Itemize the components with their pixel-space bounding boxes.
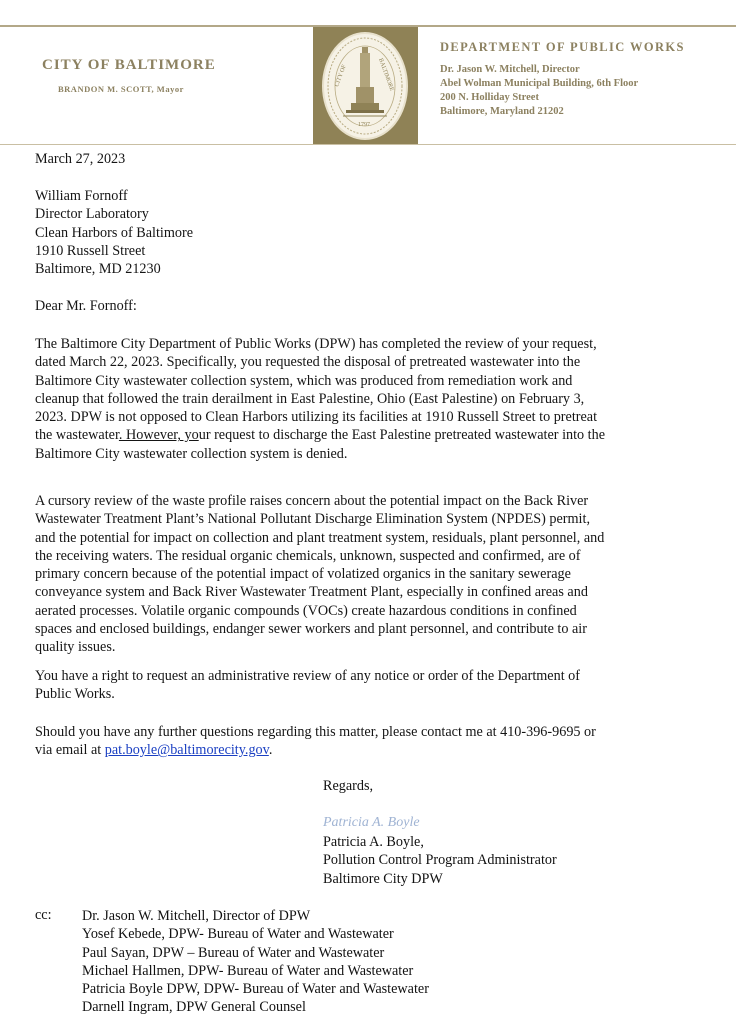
recipient-street: 1910 Russell Street bbox=[35, 242, 146, 259]
line-text: the wastewater bbox=[35, 427, 119, 444]
signer-name: Patricia A. Boyle, bbox=[323, 834, 424, 850]
paragraph-line: Baltimore City wastewater collection system, which was produced from remediation work and bbox=[35, 372, 573, 389]
paragraph-line: quality issues. bbox=[35, 639, 116, 656]
seal-text-right: BALTIMORE bbox=[377, 57, 395, 93]
mayor-name: BRANDON M. SCOTT, Mayor bbox=[58, 84, 184, 94]
city-seal bbox=[313, 27, 418, 144]
cc-item: Paul Sayan, DPW – Bureau of Water and Wastewater bbox=[82, 944, 385, 961]
cc-item: Michael Hallmen, DPW- Bureau of Water and Wastewater bbox=[82, 962, 414, 979]
recipient-address bbox=[35, 187, 193, 278]
recipient-name: William Fornoff bbox=[35, 188, 128, 204]
paragraph-line: You have a right to request an administrative review of any notice or order of the Department of bbox=[35, 668, 580, 684]
paragraph-line: The Baltimore City Department of Public Works (DPW) has completed the review of your request, bbox=[35, 336, 597, 352]
cc-list bbox=[82, 907, 429, 1017]
line-text: ur request to discharge the East Palestine pretreated wastewater into the bbox=[198, 427, 606, 444]
letterhead-bottom-rule bbox=[0, 144, 736, 145]
cc-item: Dr. Jason W. Mitchell, Director of DPW bbox=[82, 908, 311, 924]
recipient-city: Baltimore, MD 21230 bbox=[35, 261, 161, 278]
building-line: Abel Wolman Municipal Building, 6th Floor bbox=[440, 78, 639, 89]
street-line: 200 N. Holliday Street bbox=[440, 92, 539, 103]
recipient-title: Director Laboratory bbox=[35, 206, 149, 223]
paragraph-line: Public Works. bbox=[35, 686, 115, 703]
paragraph-contact bbox=[35, 723, 725, 760]
paragraph-line: Should you have any further questions regarding this matter, please contact me at 410-396-9695 or bbox=[35, 724, 596, 740]
underlined-text: . However, yo bbox=[118, 427, 199, 444]
city-line: Baltimore, Maryland 21202 bbox=[440, 106, 564, 117]
seal-year: 1797 bbox=[358, 122, 370, 128]
paragraph-line: aerated processes. Volatile organic compounds (VOCs) create hazardous conditions in confined bbox=[35, 602, 577, 619]
recipient-company: Clean Harbors of Baltimore bbox=[35, 224, 193, 241]
department-info bbox=[440, 63, 638, 119]
paragraph-line bbox=[35, 426, 725, 444]
department-name: DEPARTMENT OF PUBLIC WORKS bbox=[440, 40, 685, 54]
signature: Patricia A. Boyle bbox=[323, 815, 420, 830]
paragraph-line: cleanup that followed the train derailment in East Palestine, Ohio (East Palestine) on February 3, bbox=[35, 390, 585, 407]
cc-item: Yosef Kebede, DPW- Bureau of Water and Wastewater bbox=[82, 926, 394, 943]
paragraph-request-review bbox=[35, 335, 725, 463]
signature-block bbox=[323, 833, 557, 888]
city-seal-icon bbox=[313, 27, 418, 144]
paragraph-line: A cursory review of the waste profile raises concern about the potential impact on the Back River bbox=[35, 493, 589, 509]
closing: Regards, bbox=[323, 778, 374, 794]
paragraph-line: Baltimore City wastewater collection system is denied. bbox=[35, 445, 348, 462]
paragraph-concerns bbox=[35, 492, 725, 657]
paragraph-line: conveyance system and Back River Wastewater Treatment Plant, especially in confined areas and bbox=[35, 584, 588, 601]
line-text: . bbox=[268, 742, 273, 759]
cc-item: Patricia Boyle DPW, DPW- Bureau of Water and Wastewater bbox=[82, 981, 429, 998]
paragraph-line bbox=[35, 741, 725, 759]
paragraph-line: the receiving waters. The residual organic chemicals, unknown, suspected and confirmed, are of bbox=[35, 547, 581, 564]
paragraph-line: dated March 22, 2023. Specifically, you requested the disposal of pretreated wastewater into the bbox=[35, 354, 581, 371]
paragraph-line: and the potential for impact on collection and plant treatment system, residuals, plant personnel, and bbox=[35, 529, 605, 546]
email-link[interactable]: pat.boyle@baltimorecity.gov bbox=[104, 742, 269, 759]
paragraph-line: Wastewater Treatment Plant’s National Pollutant Discharge Elimination System (NPDES) permit, bbox=[35, 511, 590, 528]
signer-organization: Baltimore City DPW bbox=[323, 870, 443, 887]
paragraph-line: 2023. DPW is not opposed to Clean Harbors utilizing its facilities at 1910 Russell Street to pretreat bbox=[35, 409, 598, 426]
director-line: Dr. Jason W. Mitchell, Director bbox=[440, 64, 580, 75]
cc-item: Darnell Ingram, DPW General Counsel bbox=[82, 999, 306, 1016]
paragraph-review-rights bbox=[35, 667, 725, 704]
city-name: CITY OF BALTIMORE bbox=[42, 57, 216, 73]
salutation: Dear Mr. Fornoff: bbox=[35, 298, 137, 314]
paragraph-line: spaces and enclosed buildings, endanger sewer workers and plant personnel, and contribute to air bbox=[35, 621, 587, 638]
letterhead bbox=[0, 25, 736, 145]
letter-date: March 27, 2023 bbox=[35, 151, 126, 167]
paragraph-line: primary concern because of the potential impact of volatized organics in the sanitary sewerage bbox=[35, 566, 571, 583]
seal-text-left: CITY OF bbox=[334, 64, 348, 88]
cc-label: cc: bbox=[35, 907, 52, 923]
signer-title: Pollution Control Program Administrator bbox=[323, 852, 557, 869]
line-text: via email at bbox=[35, 742, 105, 759]
